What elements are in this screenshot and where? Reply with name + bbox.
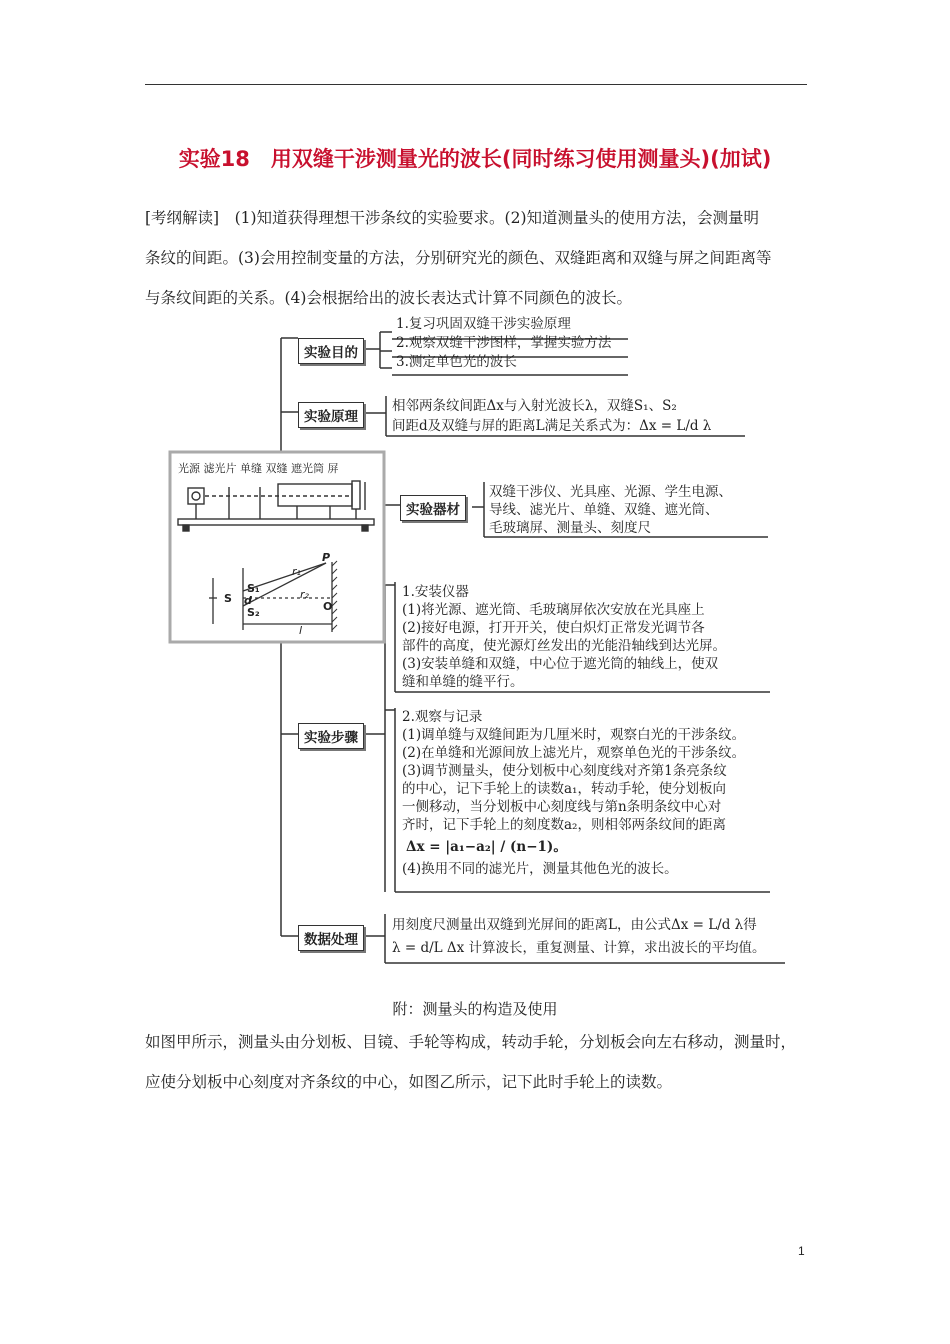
observe-line: 齐时，记下手轮上的刻度数a₂，则相邻两条纹间的距离 [402, 817, 726, 833]
node-equipment: 实验器材 [400, 495, 466, 521]
equipment-line: 双缝干涉仪、光具座、光源、学生电源、 [489, 484, 732, 500]
install-line: 1.安装仪器 [402, 584, 469, 600]
steps-install [402, 583, 726, 691]
outro-line: 如图甲所示，测量头由分划板、目镜、手轮等构成，转动手轮，分划板会向左右移动，测量时， [145, 1033, 797, 1051]
label-S: S [224, 592, 232, 605]
intro-line: 条纹的间距。(3)会用控制变量的方法，分别研究光的颜色、双缝距离和双缝与屏之间距离等 [145, 249, 772, 267]
observe-formula: Δx = |a₁−a₂| / (n−1)。 [406, 839, 567, 855]
install-line: 部件的高度，使光源灯丝发出的光能沿轴线到达光屏。 [402, 638, 726, 654]
install-line: (1)将光源、遮光筒、毛玻璃屏依次安放在光具座上 [402, 602, 705, 618]
intro-line: [考纲解读] (1)知道获得理想干涉条纹的实验要求。(2)知道测量头的使用方法，会测量明 [145, 209, 760, 227]
intro-line: 与条纹间距的关系。(4)会根据给出的波长表达式计算不同颜色的波长。 [145, 289, 632, 307]
node-data: 数据处理 [298, 925, 364, 951]
label-d: d [244, 594, 252, 607]
observe-line: (3)调节测量头，使分划板中心刻度线对齐第1条亮条纹 [402, 763, 727, 779]
equipment-line: 毛玻璃屏、测量头、刻度尺 [489, 520, 651, 536]
label-double-slit: 双缝 [265, 462, 288, 475]
page-number: 1 [798, 1244, 805, 1258]
node-steps: 实验步骤 [298, 723, 364, 749]
steps-observe [402, 708, 745, 878]
label-r2: r₂ [300, 588, 309, 601]
purpose-item: 2.观察双缝干涉图样，掌握实验方法 [396, 335, 612, 351]
data-text [392, 914, 766, 960]
outro-line: 应使分划板中心刻度对齐条纹的中心，如图乙所示，记下此时手轮上的读数。 [145, 1073, 673, 1091]
principle-line: 间距d及双缝与屏的距离L满足关系式为：Δx = L/d λ [392, 418, 712, 434]
appendix-caption: 附：测量头的构造及使用 [392, 1000, 558, 1018]
data-line: 用刻度尺测量出双缝到光屏间的距离L，由公式Δx = L/d λ得 [392, 917, 757, 933]
label-r1: r₁ [292, 565, 301, 578]
label-filter: 滤光片 [203, 462, 237, 475]
outro-paragraph [145, 1022, 807, 1102]
label-light-source: 光源 [178, 462, 200, 475]
observe-line: (4)换用不同的滤光片，测量其他色光的波长。 [402, 861, 678, 877]
observe-line: (1)调单缝与双缝间距为几厘米时，观察白光的干涉条纹。 [402, 727, 746, 743]
purpose-list [396, 315, 611, 372]
label-S2: S₂ [247, 606, 260, 619]
apparatus-figure [170, 452, 384, 642]
install-line: (2)接好电源，打开开关，使白炽灯正常发光调节各 [402, 620, 705, 636]
observe-line: 一侧移动，当分划板中心刻度线与第n条明条纹中心对 [402, 799, 722, 815]
equipment-list [489, 483, 732, 537]
observe-line: 的中心，记下手轮上的读数a₁，转动手轮，使分划板向 [402, 781, 726, 797]
label-O: O [323, 600, 333, 613]
observe-line: 2.观察与记录 [402, 709, 483, 725]
node-principle: 实验原理 [298, 402, 364, 428]
label-screen: 屏 [327, 462, 339, 475]
node-purpose: 实验目的 [298, 338, 364, 364]
install-line: (3)安装单缝和双缝，中心位于遮光筒的轴线上，使双 [402, 656, 719, 672]
equipment-line: 导线、滤光片、单缝、双缝、遮光筒、 [489, 502, 719, 518]
principle-line: 相邻两条纹间距Δx与入射光波长λ，双缝S₁、S₂ [392, 398, 677, 414]
purpose-item: 3.测定单色光的波长 [396, 354, 517, 370]
observe-line: (2)在单缝和光源间放上滤光片，观察单色光的干涉条纹。 [402, 745, 746, 761]
purpose-item: 1.复习巩固双缝干涉实验原理 [396, 316, 571, 332]
label-S1: S₁ [247, 582, 260, 595]
principle-text [392, 396, 711, 436]
page-title: 实验18 用双缝干涉测量光的波长(同时练习使用测量头)(加试) [178, 147, 772, 171]
label-single-slit: 单缝 [240, 462, 262, 475]
data-line: λ = d/L Δx 计算波长，重复测量、计算，求出波长的平均值。 [392, 940, 766, 956]
label-P: P [322, 551, 331, 564]
install-line: 缝和单缝的缝平行。 [402, 674, 524, 690]
label-tube: 遮光筒 [291, 462, 324, 475]
label-l: l [299, 624, 303, 637]
apparatus-labels [178, 460, 339, 476]
